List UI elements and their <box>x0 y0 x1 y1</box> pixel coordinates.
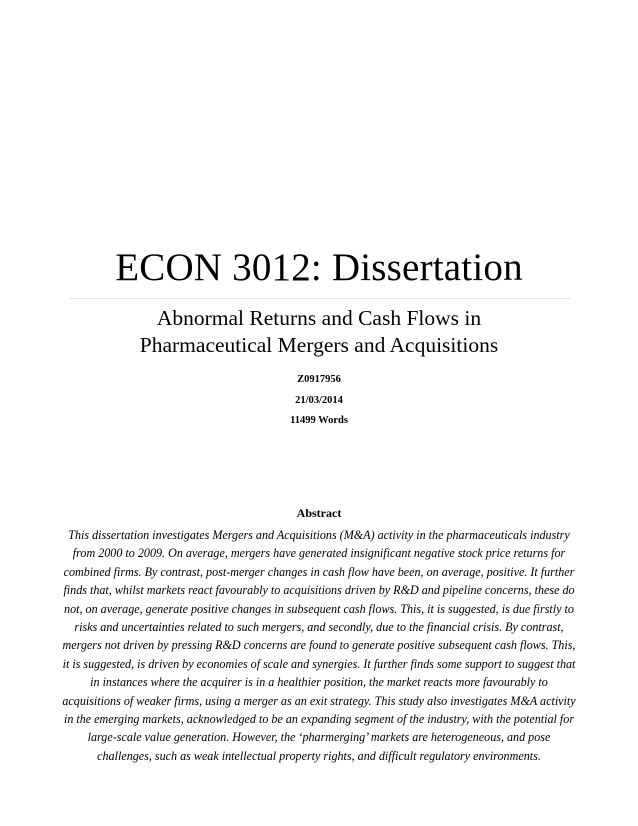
student-id: Z0917956 <box>297 374 341 385</box>
abstract-text: This dissertation investigates Mergers and Acquisitions (M&A) activity in the pharmaceuticals industry from 2000 to 2009. On average, mergers have generated insignificant negative stock price returns for combined firms. By contrast, post-merger changes in cash flow have been, on average, positive. It further finds that, whilst markets react favourably to acquisitions driven by R&D and pipeline concerns, these do not, on average, generate positive changes in subsequent cash flows. This, it is suggested, is due firstly to risks and uncertainties related to such mergers, and secondly, due to the financial crisis. By contrast, mergers not driven by pressing R&D concerns are found to generate positive subsequent cash flows. This, it is suggested, is driven by economies of scale and synergies. It further finds some support to suggest that in instances where the acquirer is in a healthier position, the market reacts more favourably to acquisitions of weaker firms, using a merger as an exit strategy. This study also investigates M&A activity in the emerging markets, acknowledged to be an expanding segment of the industry, with the potential for large-scale value generation. However, the ‘pharmerging’ markets are heterogeneous, and pose challenges, such as weak intellectual property rights, and difficult regulatory environments. <box>62 528 576 763</box>
abstract-heading: Abstract <box>296 506 342 520</box>
subtitle-line-2: Pharmaceutical Mergers and Acquisitions <box>139 333 499 357</box>
title-divider <box>70 298 570 299</box>
subtitle-line-1: Abnormal Returns and Cash Flows in <box>156 306 482 330</box>
word-count: 11499 Words <box>290 415 348 426</box>
submission-date: 21/03/2014 <box>295 395 343 406</box>
document-title: ECON 3012: Dissertation <box>115 246 523 289</box>
document-subtitle <box>0 305 638 359</box>
